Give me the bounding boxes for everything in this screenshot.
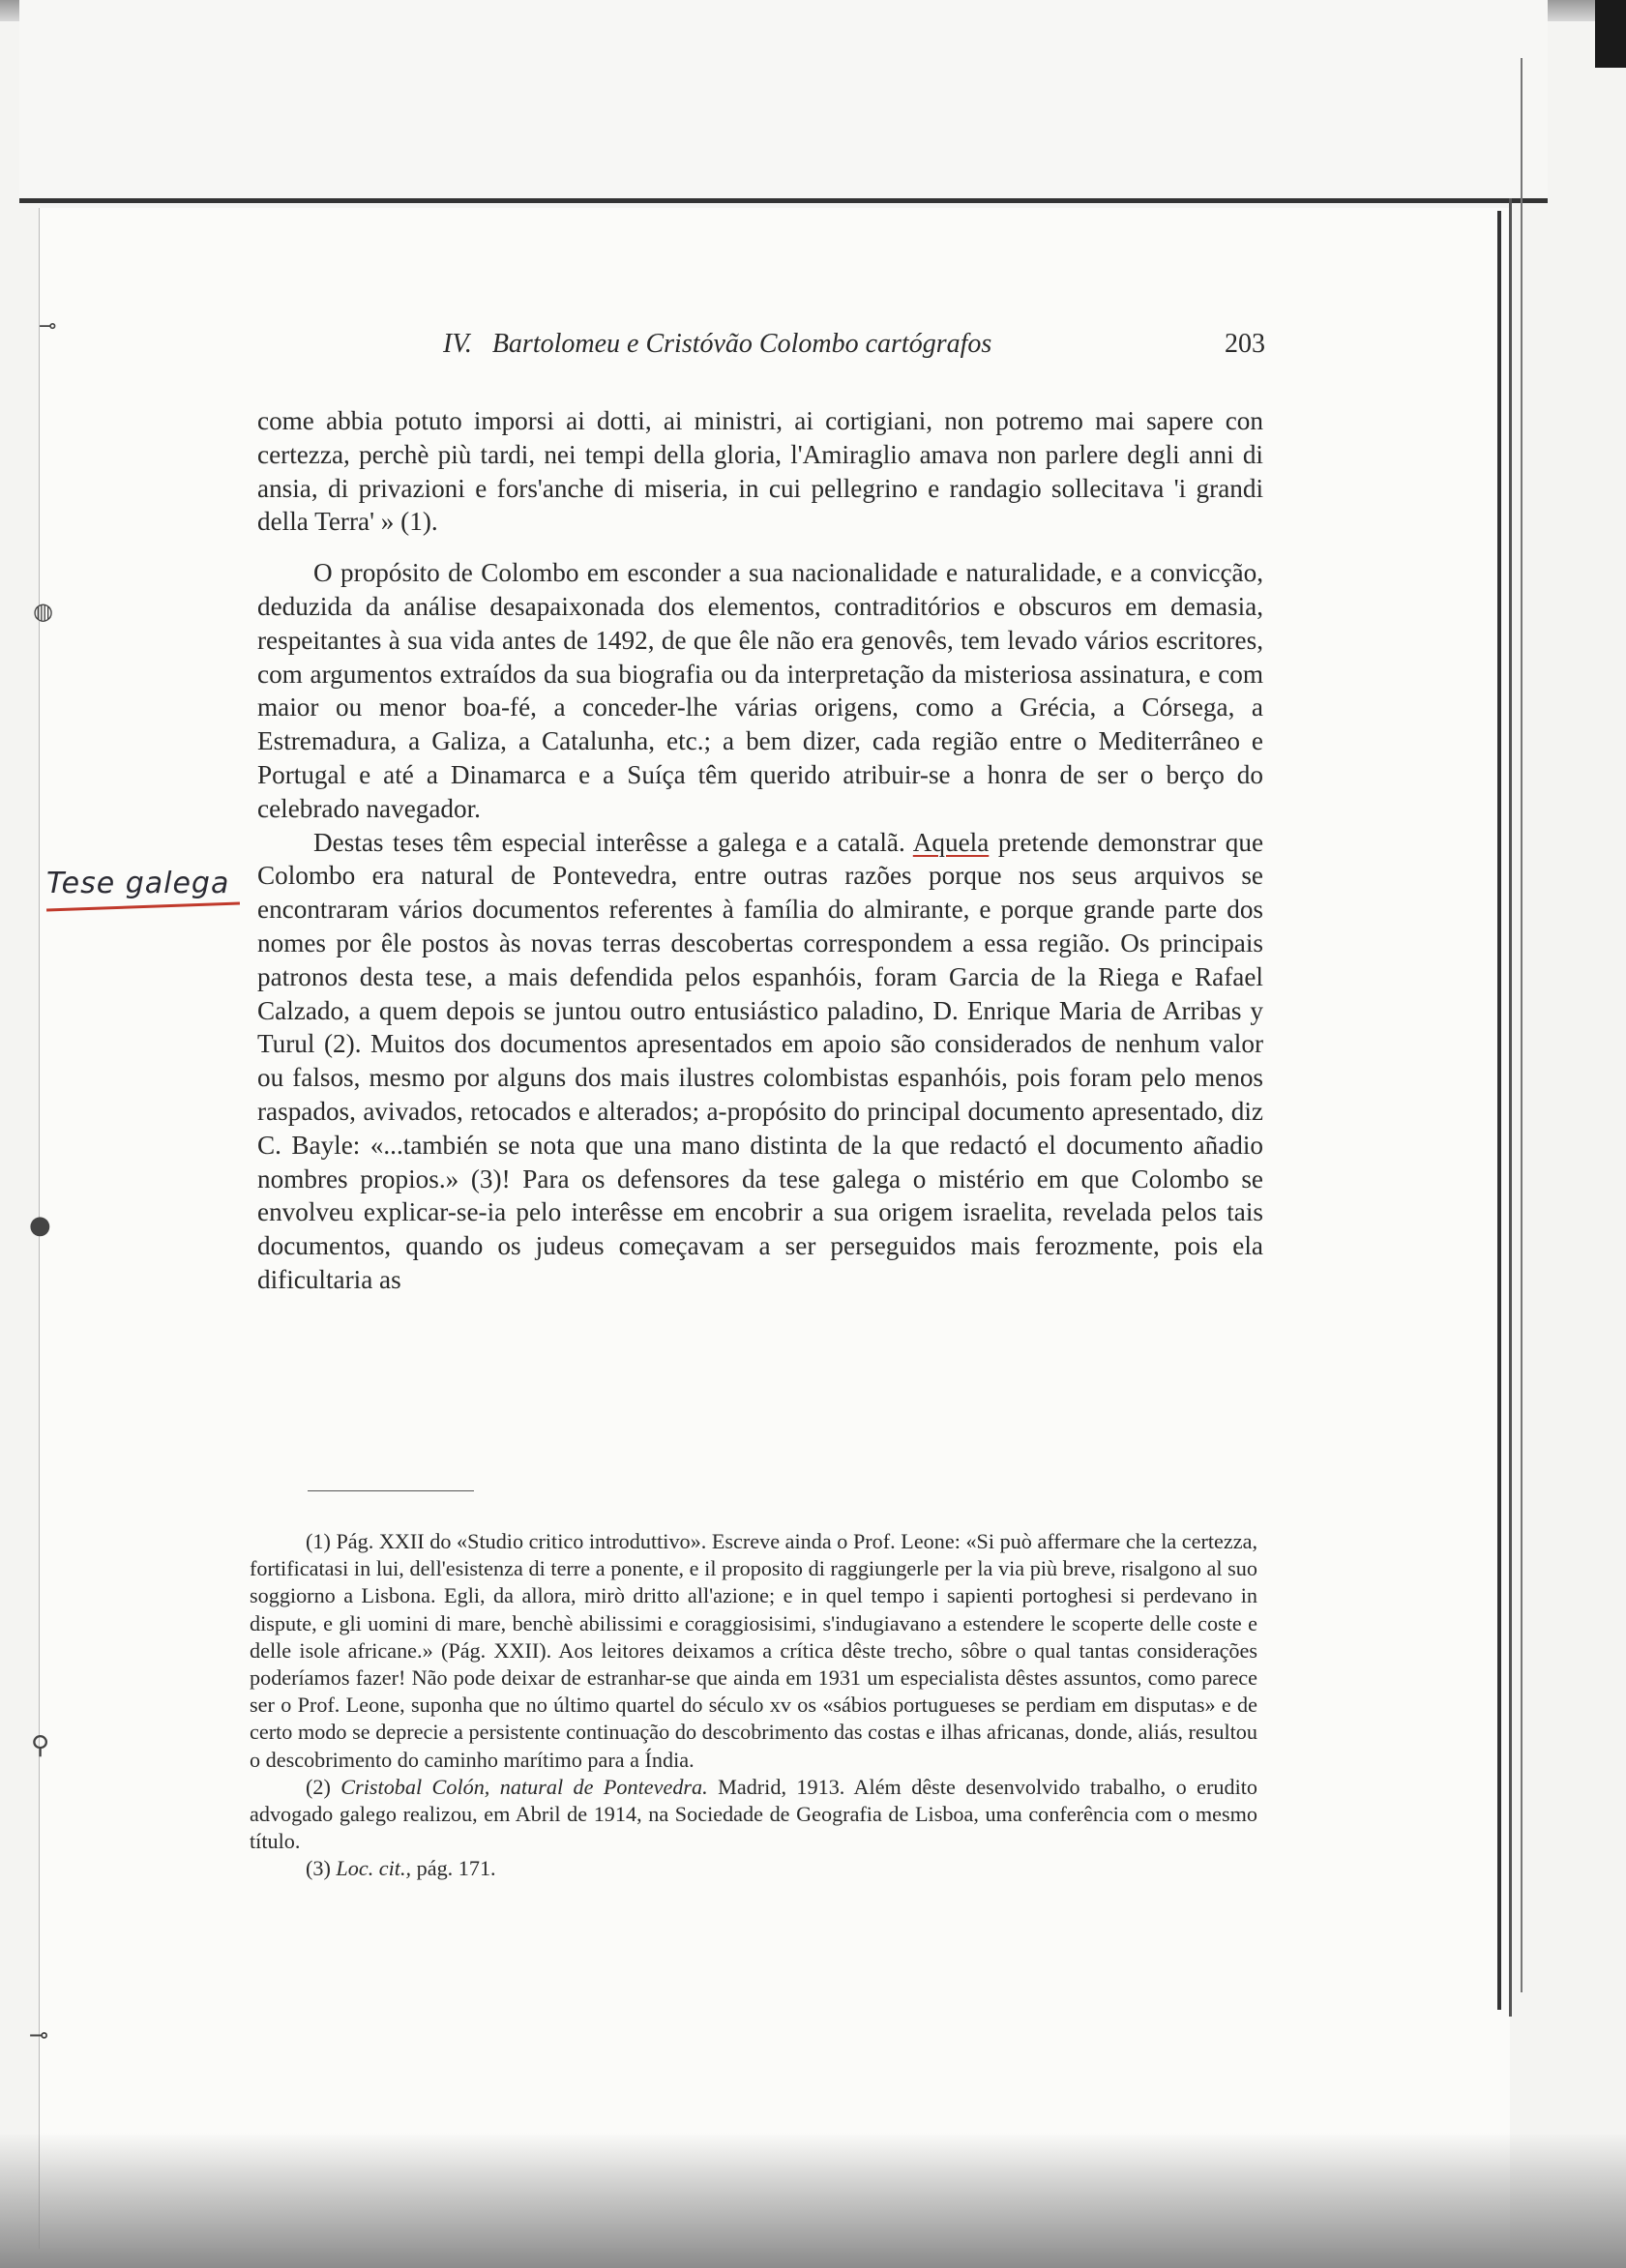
page-number: 203 bbox=[1225, 329, 1265, 359]
punch-hole-mark: ● bbox=[29, 1211, 51, 1240]
punch-hole-mark: ◍ bbox=[33, 598, 53, 625]
upper-sheet bbox=[19, 0, 1548, 203]
scan-corner bbox=[1595, 0, 1626, 68]
footnote-3 bbox=[250, 1855, 1257, 1882]
underlined-word: Aquela bbox=[912, 827, 990, 857]
page-edge bbox=[1521, 58, 1523, 1992]
footnote-2-title: Cristobal Colón, natural de Pontevedra. bbox=[340, 1774, 708, 1799]
paragraph-2: O propósito de Colombo em esconder a sua nacionalidade e naturalidade, e a convicção, deduzida da análise desapaixonada dos elementos, contraditórios e obscuros em demasia, respeitantes à sua vida antes de 1492, de que êle não era genovês, tem levado vários escritores, com argumentos extraídos da sua biografia ou da interpretação da misteriosa assinatura, e com maior ou menor boa-fé, a conceder-lhe várias origens, como a Grécia, a Córsega, a Estremadura, a Galiza, a Catalunha, etc.; a bem dizer, cada região entre o Mediterrâneo e Portugal e até a Dinamarca e a Suíça têm querido atribuir-se a honra de ser o berço do celebrado navegador. bbox=[257, 558, 1263, 823]
running-title-roman: IV. bbox=[443, 329, 472, 359]
main-text bbox=[257, 404, 1263, 1297]
footnote-rule bbox=[308, 1490, 474, 1491]
page-edge bbox=[1509, 198, 1512, 2017]
running-header bbox=[259, 329, 1265, 372]
footnote-3-text: pág. 171. bbox=[416, 1856, 496, 1881]
paragraph-3-rest: pretende demonstrar que Colombo era natural de Pontevedra, entre outras razões porque nos seus arquivos se encontraram vários documentos referentes à família do almirante, e porque grande parte dos nomes por êle postos às novas terras descobertas correspondem a essa região. Os principais patronos desta tese, a mais defendida pelos espanhóis, foram Garcia de la Riega e Rafael Calzado, a quem depois se juntou outro entusiástico paladino, D. Enrique Maria de Arribas y Turul (2). Muitos dos documentos apresentados em apoio são considerados de nenhum valor ou falsos, mesmo por alguns dos mais ilustres colombistas espanhóis, pois foram pelo menos raspados, avivados, retocados e alterados; a-propósito do principal documento apresentado, diz C. Bayle: «...también se nota que una mano distinta de la que redactó el documento añadio nombres propios.» (3)! Para os defensores da tese galega o mistério em que Colombo se envolveu explicar-se-ia pelo interêsse em encobrir a sua origem israelita, revelada pelos tais documentos, quando os judeus começavam a ser perseguidos mais ferozmente, pois ela dificultaria as bbox=[257, 827, 1264, 1294]
page-edge bbox=[1497, 211, 1501, 2010]
punch-hole-mark: ⊸ bbox=[39, 314, 57, 339]
running-title bbox=[443, 329, 991, 360]
footnote-3-number: (3) bbox=[306, 1856, 331, 1881]
punch-hole-mark: ⚲ bbox=[31, 1731, 50, 1760]
margin-note: Tese galega bbox=[46, 867, 230, 900]
footnote-1: (1) Pág. XXII do «Studio critico introduttivo». Escreve ainda o Prof. Leone: «Si può affermare che la certezza, fortificatasi in lui, dell'esistenza di terre a ponente, e il proposito di raggiungerle per la via più breve, risalgono al suo soggiorno a Lisbona. Egli, da allora, mirò dritto all'azione; e in quel tempo i sapienti portoghesi si perdevano in dispute, e gli uomini di mare, benchè abilissimi e coraggiosisimi, s'indugiavano a estendere le scoperte delle coste e delle isole africane.» (Pág. XXII). Aos leitores deixamos a crítica dêste trecho, sôbre o qual tantas considerações poderíamos fazer! Não pode deixar de estranhar-se que ainda em 1931 um especialista dêstes assuntos, como parece ser o Prof. Leone, suponha que no último quartel do século xv os «sábios portugueses se perdiam em disputas» e de certo modo se deprecie a persistente continuação do descobrimento das costas e ilhas africanas, donde, aliás, resultou o descobrimento do caminho marítimo para a Índia. bbox=[250, 1529, 1257, 1772]
paragraph-3-start: Destas teses têm especial interêsse a galega e a catalã. bbox=[313, 827, 905, 857]
paragraph-3 bbox=[257, 826, 1263, 1297]
footnote-3-ref: Loc. cit., bbox=[336, 1856, 412, 1881]
paragraph-1: come abbia potuto imporsi ai dotti, ai ministri, ai cortigiani, non potremo mai sapere con certezza, perchè più tardi, nei tempi della gloria, l'Amiraglio amava non parlere degli anni di ansia, di privazioni e fors'anche di miseria, in cui pellegrino e randagio sollecitava 'i grandi della Terra' » (1). bbox=[257, 406, 1263, 537]
running-title-text: Bartolomeu e Cristóvão Colombo cartógrafos bbox=[491, 329, 992, 359]
punch-hole-mark: ⊸ bbox=[29, 2021, 49, 2048]
footnote-2-number: (2) bbox=[306, 1774, 331, 1799]
scan-shadow-bottom bbox=[0, 2133, 1626, 2268]
footnotes bbox=[250, 1528, 1257, 1883]
footnote-2-text: Madrid, 1913. Além dêste desenvolvido trabalho, o erudito advogado galego realizou, em Abril de 1914, na Sociedade de Geografia de Lisboa, uma conferência com o mesmo título. bbox=[250, 1774, 1257, 1854]
footnote-2 bbox=[250, 1774, 1257, 1856]
